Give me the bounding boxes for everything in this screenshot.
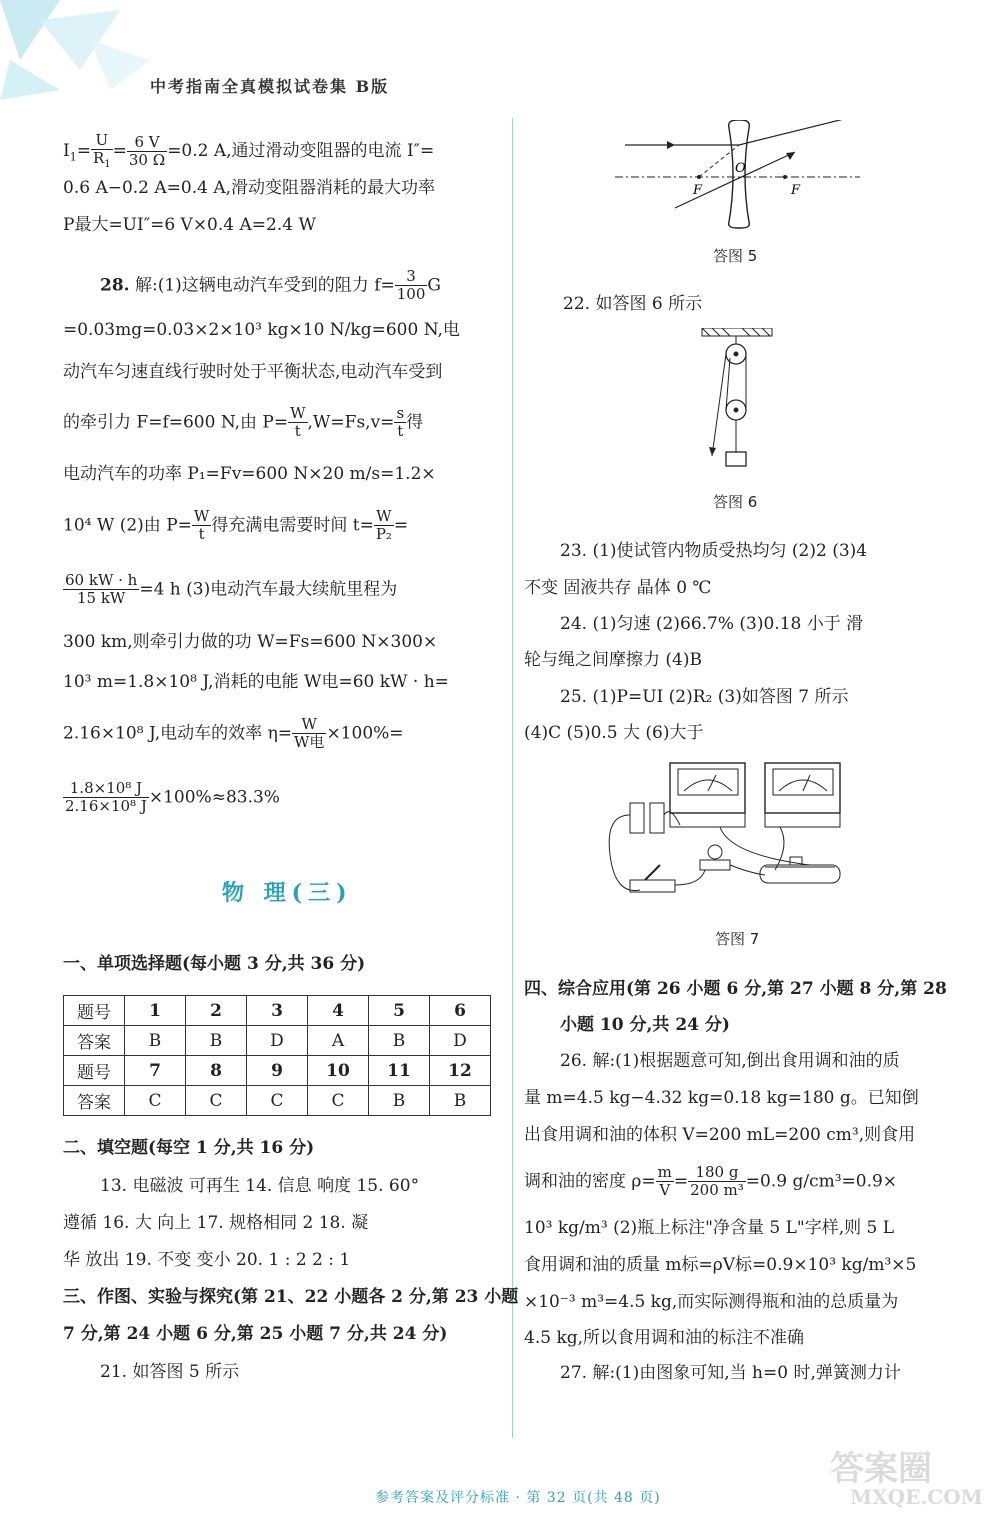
q27-line-1: 27. 解:(1)由图象可知,当 h=0 时,弹簧测力计 [560, 1363, 901, 1383]
denominator: t [397, 422, 404, 441]
denominator: t [294, 422, 301, 441]
fraction [395, 268, 428, 304]
section-2-heading: 二、填空题(每空 1 分,共 16 分) [63, 1138, 315, 1158]
fraction [91, 132, 113, 171]
numerator: 3 [395, 268, 428, 286]
section-4-heading-1: 四、综合应用(第 26 小题 6 分,第 27 小题 8 分,第 28 [524, 979, 947, 999]
answer-table [63, 995, 491, 1116]
table-cell: B [430, 1086, 491, 1116]
numerator: W [290, 404, 306, 422]
table-cell: 12 [430, 1056, 491, 1086]
q26-line-8: 4.5 kg,所以食用调和油的标注不准确 [524, 1328, 805, 1348]
q26-line-7: ×10⁻³ m³=4.5 kg,而实际测得瓶和油的总质量为 [524, 1292, 899, 1312]
q23-line-1: 23. (1)使试管内物质受热均匀 (2)2 (3)4 [560, 541, 868, 561]
fraction [292, 716, 326, 752]
fraction [63, 780, 149, 816]
text: G [427, 275, 441, 296]
table-cell: 4 [308, 996, 369, 1026]
text: ×100%≈83.3% [148, 787, 280, 808]
left-line-1: $I_1=$ $\frac{U}{R_1}$ = $\frac{6 V}{30 \Omega}$ =0.2 A,通过滑动变阻器的电流 I″= [63, 131, 435, 171]
svg-text:MXQE.COM: MXQE.COM [850, 1485, 983, 1509]
table-cell: 答案 [64, 1026, 125, 1056]
text: ×100%= [326, 723, 404, 744]
numerator: m [657, 1163, 672, 1181]
left-line-5: =0.03mg=0.03×2×10³ kg×10 N/kg=600 N,电 [63, 320, 460, 340]
denominator: 200 m³ [690, 1181, 744, 1200]
text: 2.16×10⁸ J,电动车的效率 η= [63, 723, 293, 744]
section-3-heading-2: 7 分,第 24 小题 6 分,第 25 小题 7 分,共 24 分) [63, 1324, 448, 1344]
denominator: t [198, 525, 205, 544]
table-cell: B [369, 1086, 430, 1116]
fraction [374, 508, 394, 544]
text: =0.2 A,通过滑动变阻器的电流 I″= [167, 140, 435, 161]
table-cell: C [247, 1086, 308, 1116]
table-cell: 题号 [64, 996, 125, 1026]
numerator: W [193, 507, 210, 525]
header-title: 中考指南全真模拟试卷集 B版 [150, 77, 390, 96]
q26-line-1: 26. 解:(1)根据题意可知,倒出食用调和油的质 [560, 1051, 900, 1071]
denominator: V [659, 1181, 671, 1200]
table-cell: 题号 [64, 1056, 125, 1086]
table-cell: B [186, 1026, 247, 1056]
table-cell: B [369, 1026, 430, 1056]
left-line-11: 300 km,则牵引力做的功 W=Fs=600 N×300× [63, 632, 438, 652]
numerator: U [91, 132, 113, 150]
table-cell: 5 [369, 996, 430, 1026]
numerator: 180 g [688, 1164, 746, 1182]
optical-center-label: O [735, 161, 746, 176]
left-line-14 [63, 780, 280, 816]
q23-line-2: 不变 固液共存 晶体 0 ℃ [524, 578, 712, 598]
q25-line-1: 25. (1)P=UI (2)R₂ (3)如答图 7 所示 [560, 687, 849, 707]
numerator: 1.8×10⁸ J [63, 780, 149, 798]
q24-line-2: 轮与绳之间摩擦力 (4)B [524, 650, 702, 670]
numerator: W [374, 508, 394, 526]
numerator: 6 V [127, 134, 167, 152]
denominator: $R_1$ [92, 149, 111, 171]
fraction [394, 405, 406, 441]
fraction [63, 572, 139, 608]
table-cell: 3 [247, 996, 308, 1026]
table-cell: C [125, 1086, 186, 1116]
q21-line: 21. 如答图 5 所示 [100, 1362, 240, 1382]
q26-line-6: 食用调和油的质量 m标=ρV标=0.9×10³ kg/m³×5 [524, 1255, 917, 1275]
q26-line-3: 出食用调和油的体积 V=200 mL=200 cm³,则食用 [524, 1125, 916, 1145]
table-cell: 10 [308, 1056, 369, 1086]
left-line-8: 电动汽车的功率 P₁=Fv=600 N×20 m/s=1.2× [63, 464, 436, 484]
text: 解:(1)这辆电动汽车受到的阻力 f= [134, 275, 395, 296]
q24-line-1: 24. (1)匀速 (2)66.7% (3)0.18 小于 滑 [560, 614, 864, 634]
text: I [63, 140, 70, 161]
q22-line: 22. 如答图 6 所示 [563, 294, 703, 314]
fill-line-3: 华 放出 19. 不变 变小 20. 1 : 2 2 : 1 [63, 1250, 351, 1270]
numerator: 60 kW · h [65, 571, 138, 589]
left-line-9 [63, 508, 408, 544]
denominator: 100 [396, 285, 426, 304]
table-cell: 9 [247, 1056, 308, 1086]
table-cell: 8 [186, 1056, 247, 1086]
text: 10⁴ W (2)由 P= [63, 515, 192, 536]
table-cell: B [125, 1026, 186, 1056]
left-line-3: P最大=UI″=6 V×0.4 A=2.4 W [63, 215, 316, 235]
left-line-6: 动汽车匀速直线行驶时处于平衡状态,电动汽车受到 [63, 362, 443, 382]
fill-line-2: 遵循 16. 大 向上 17. 规格相同 2 18. 凝 [63, 1213, 369, 1233]
table-cell: C [186, 1086, 247, 1116]
table-cell: 11 [369, 1056, 430, 1086]
figure-7-caption: 答图 7 [715, 930, 760, 948]
left-line-10 [63, 572, 397, 608]
watermark-logo [810, 1440, 990, 1510]
table-cell: 6 [430, 996, 491, 1026]
column-divider [512, 118, 513, 1438]
text: ,W=Fs,v= [307, 412, 395, 433]
numerator: s [396, 404, 405, 422]
figure-5-lens-diagram [615, 120, 865, 230]
table-cell: C [308, 1086, 369, 1116]
page-footer: 参考答案及评分标准 · 第 32 页(共 48 页) [375, 1490, 661, 1506]
figure-6-caption: 答图 6 [713, 493, 758, 511]
section-3-heading-1: 三、作图、实验与探究(第 21、22 小题各 2 分,第 23 小题 [63, 1287, 519, 1307]
fill-line-1: 13. 电磁波 可再生 14. 信息 响度 15. 60° [100, 1176, 420, 1196]
left-line-12: 10³ m=1.8×10⁸ J,消耗的电能 W电=60 kW · h= [63, 672, 449, 692]
table-row [64, 1056, 491, 1086]
fraction [688, 1164, 746, 1200]
text: 得充满电需要时间 t= [211, 515, 374, 536]
q28-line-1 [100, 268, 441, 304]
text: =4 h (3)电动汽车最大续航里程为 [139, 579, 398, 600]
figure-5-caption: 答图 5 [713, 247, 758, 265]
denominator: W电 [294, 733, 325, 752]
header-decoration [0, 0, 160, 110]
denominator: 2.16×10⁸ J [65, 797, 147, 816]
figure-6-pulley-diagram [700, 328, 780, 478]
section-1-heading: 一、单项选择题(每小题 3 分,共 36 分) [63, 954, 366, 974]
fraction [656, 1164, 674, 1200]
text: 得 [406, 412, 424, 433]
svg-text:答案圈: 答案圈 [830, 1449, 932, 1489]
table-cell: 2 [186, 996, 247, 1026]
text: 的牵引力 F=f=600 N,由 P= [63, 412, 289, 433]
text: = [393, 515, 409, 536]
q26-line-2: 量 m=4.5 kg−4.32 kg=0.18 kg=180 g。已知倒 [524, 1088, 919, 1108]
denominator: 30 Ω [128, 150, 166, 169]
left-line-7 [63, 405, 423, 441]
fraction [127, 134, 167, 170]
text: = [112, 140, 127, 161]
section-4-heading-2: 小题 10 分,共 24 分) [560, 1015, 730, 1035]
denominator: 15 kW [76, 589, 126, 608]
table-cell: 7 [125, 1056, 186, 1086]
table-row [64, 1026, 491, 1056]
table-cell: 1 [125, 996, 186, 1026]
q26-line-4 [524, 1164, 897, 1200]
text: = [76, 140, 91, 161]
focus-label-left: F [693, 183, 703, 198]
table-cell: A [308, 1026, 369, 1056]
text: R [92, 149, 105, 168]
q25-line-2: (4)C (5)0.5 大 (6)大于 [524, 723, 704, 743]
numerator: W [292, 716, 326, 734]
denominator: P₂ [375, 525, 392, 544]
left-line-13 [63, 716, 404, 752]
fraction [288, 405, 307, 441]
table-cell: D [247, 1026, 308, 1056]
focus-label-right: F [791, 183, 801, 198]
table-row [64, 996, 491, 1026]
text: 调和油的密度 ρ= [524, 1171, 656, 1192]
table-row [64, 1086, 491, 1116]
left-line-2: 0.6 A−0.2 A=0.4 A,滑动变阻器消耗的最大功率 [63, 178, 436, 198]
fraction [192, 508, 211, 544]
text: =0.9 g/cm³=0.9× [745, 1171, 898, 1192]
section-title: 物 理(三) [222, 880, 353, 906]
figure-7-circuit-diagram [600, 755, 860, 915]
question-number: 28. [100, 275, 130, 296]
table-cell: 答案 [64, 1086, 125, 1116]
q26-line-5: 10³ kg/m³ (2)瓶上标注"净含量 5 L"字样,则 5 L [524, 1218, 895, 1238]
text: = [673, 1171, 689, 1192]
table-cell: D [430, 1026, 491, 1056]
